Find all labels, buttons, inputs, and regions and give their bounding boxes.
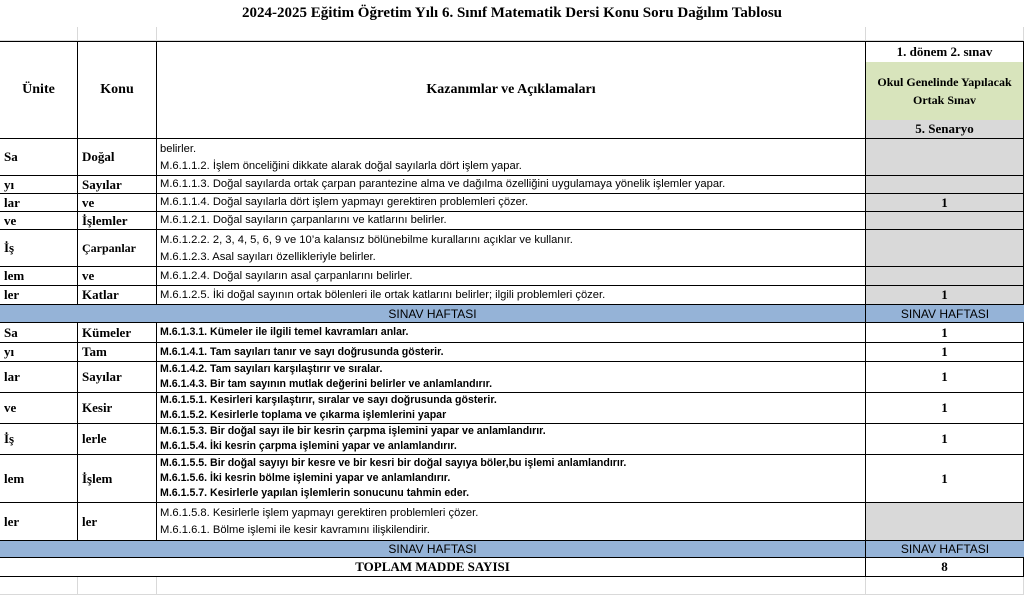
- exam-week-label: SINAV HAFTASI: [0, 541, 866, 557]
- konu-cell: Çarpanlar: [78, 230, 157, 267]
- unite-cell: ve: [0, 212, 78, 230]
- total-value: 8: [866, 558, 1024, 577]
- kazanim-cell: [157, 139, 866, 176]
- exam-week-label-right: SINAV HAFTASI: [900, 306, 990, 321]
- empty-cell: [78, 577, 157, 595]
- empty-cell: [157, 577, 866, 595]
- kazanim-line: M.6.1.6.1. Bölme işlemi ile kesir kavramını ilişkilendirir.: [160, 523, 430, 536]
- kazanim-line: M.6.1.5.5. Bir doğal sayıyı bir kesre ve bir kesri bir doğal sayıya böler,bu işlemi anlamlandırır.: [160, 457, 627, 469]
- count-cell: 1: [866, 455, 1024, 503]
- kazanim-line: M.6.1.5.4. İki kesrin çarpma işlemini yapar ve anlamlandırır.: [160, 440, 457, 452]
- count-cell: [866, 176, 1024, 194]
- konu-cell: Kesir: [78, 393, 157, 424]
- header-exam-column: [866, 42, 1024, 139]
- unite-cell: Sa: [0, 323, 78, 343]
- count-cell: [866, 212, 1024, 230]
- kazanim-line: belirler.: [160, 143, 197, 155]
- count-cell: [866, 139, 1024, 176]
- count-cell: 1: [866, 424, 1024, 455]
- kazanim-cell: [157, 323, 866, 343]
- count-cell: [866, 267, 1024, 286]
- kazanim-cell: [157, 194, 866, 212]
- count-cell: 1: [866, 362, 1024, 393]
- kazanim-line: M.6.1.3.1. Kümeler ile ilgili temel kavramları anlar.: [160, 326, 409, 338]
- kazanim-line: M.6.1.2.2. 2, 3, 4, 5, 6, 9 ve 10’a kalansız bölünebilme kurallarını açıklar ve kullanır.: [160, 234, 573, 246]
- konu-cell: ve: [78, 267, 157, 286]
- count-cell: 1: [866, 343, 1024, 362]
- kazanim-cell: [157, 176, 866, 194]
- kazanim-cell: [157, 267, 866, 286]
- kazanim-cell: [157, 424, 866, 455]
- unite-cell: lar: [0, 362, 78, 393]
- unite-cell: İş: [0, 424, 78, 455]
- kazanim-line: M.6.1.4.1. Tam sayıları tanır ve sayı doğrusunda gösterir.: [160, 345, 444, 358]
- kazanim-cell: [157, 286, 866, 305]
- konu-cell: Kümeler: [78, 323, 157, 343]
- unite-cell: lem: [0, 455, 78, 503]
- kazanim-line: M.6.1.2.4. Doğal sayıların asal çarpanlarını belirler.: [160, 270, 413, 282]
- kazanim-line: M.6.1.5.3. Bir doğal sayı ile bir kesrin çarpma işlemini yapar ve anlamlandırır.: [160, 425, 546, 437]
- empty-cell: [866, 577, 1024, 595]
- empty-cell: [0, 27, 78, 41]
- konu-cell: İşlemler: [78, 212, 157, 230]
- unite-cell: İş: [0, 230, 78, 267]
- kazanim-cell: [157, 393, 866, 424]
- header-kazanimlar: Kazanımlar ve Açıklamaları: [157, 42, 866, 139]
- kazanim-cell: [157, 343, 866, 362]
- header-donem: 1. dönem 2. sınav: [866, 42, 1023, 63]
- konu-cell: İşlem: [78, 455, 157, 503]
- count-cell: 1: [866, 194, 1024, 212]
- count-cell: 1: [866, 393, 1024, 424]
- kazanim-line: M.6.1.2.5. İki doğal sayının ortak bölenleri ile ortak katlarını belirler; ilgili problemleri çözer.: [160, 289, 606, 301]
- unite-cell: yı: [0, 176, 78, 194]
- kazanim-line: M.6.1.4.2. Tam sayıları karşılaştırır ve sıralar.: [160, 363, 383, 375]
- kazanim-cell: [157, 230, 866, 267]
- count-cell: 1: [866, 286, 1024, 305]
- konu-cell: Tam: [78, 343, 157, 362]
- count-cell: [866, 503, 1024, 541]
- empty-cell: [866, 27, 1024, 41]
- header-senaryo: 5. Senaryo: [866, 120, 1023, 138]
- unite-cell: ve: [0, 393, 78, 424]
- konu-cell: ler: [78, 503, 157, 541]
- kazanim-line: M.6.1.5.8. Kesirlerle işlem yapmayı gerektiren problemleri çözer.: [160, 506, 479, 519]
- kazanim-line: M.6.1.5.2. Kesirlerle toplama ve çıkarma işlemlerini yapar: [160, 409, 447, 421]
- kazanim-line: M.6.1.2.1. Doğal sayıların çarpanlarını ve katlarını belirler.: [160, 214, 447, 226]
- konu-cell: ve: [78, 194, 157, 212]
- unite-cell: yı: [0, 343, 78, 362]
- kazanim-cell: [157, 212, 866, 230]
- unite-cell: ler: [0, 503, 78, 541]
- kazanim-cell: [157, 455, 866, 503]
- total-label: TOPLAM MADDE SAYISI: [0, 558, 866, 577]
- empty-cell: [78, 27, 157, 41]
- kazanim-line: M.6.1.5.1. Kesirleri karşılaştırır, sıralar ve sayı doğrusunda gösterir.: [160, 394, 497, 406]
- unite-cell: lar: [0, 194, 78, 212]
- kazanim-line: M.6.1.5.6. İki kesrin bölme işlemini yapar ve anlamlandırır.: [160, 472, 451, 484]
- kazanim-line: M.6.1.1.3. Doğal sayılarda ortak çarpan parantezine alma ve dağılma özelliğini uygulamaya yönelik işlemler yapar.: [160, 178, 726, 190]
- count-cell: [866, 230, 1024, 267]
- unite-cell: ler: [0, 286, 78, 305]
- header-unite: Ünite: [0, 42, 78, 139]
- konu-cell: lerle: [78, 424, 157, 455]
- exam-week-label: SINAV HAFTASI: [0, 305, 866, 322]
- kazanim-line: M.6.1.4.3. Bir tam sayının mutlak değerini belirler ve anlamlandırır.: [160, 378, 493, 390]
- kazanim-cell: [157, 503, 866, 541]
- kazanim-line: M.6.1.1.4. Doğal sayılarla dört işlem yapmayı gerektiren problemleri çözer.: [160, 196, 529, 208]
- page-title: 2024-2025 Eğitim Öğretim Yılı 6. Sınıf Matematik Dersi Konu Soru Dağılım Tablosu: [241, 5, 783, 21]
- konu-cell: Katlar: [78, 286, 157, 305]
- kazanim-line: M.6.1.5.7. Kesirlerle yapılan işlemlerin sonucunu tahmin eder.: [160, 487, 470, 499]
- unite-cell: lem: [0, 267, 78, 286]
- header-ortak-sinav: Okul Genelinde Yapılacak Ortak Sınav: [866, 62, 1023, 121]
- kazanim-cell: [157, 362, 866, 393]
- exam-week-label-right: SINAV HAFTASI: [900, 542, 990, 556]
- count-cell: 1: [866, 323, 1024, 343]
- konu-cell: Sayılar: [78, 362, 157, 393]
- konu-cell: Sayılar: [78, 176, 157, 194]
- unite-cell: Sa: [0, 139, 78, 176]
- header-konu: Konu: [78, 42, 157, 139]
- empty-cell: [0, 577, 78, 595]
- konu-cell: Doğal: [78, 139, 157, 176]
- empty-cell: [157, 27, 866, 41]
- kazanim-line: M.6.1.2.3. Asal sayıları özellikleriyle belirler.: [160, 251, 376, 263]
- kazanim-line: M.6.1.1.2. İşlem önceliğini dikkate alarak doğal sayılarla dört işlem yapar.: [160, 160, 522, 172]
